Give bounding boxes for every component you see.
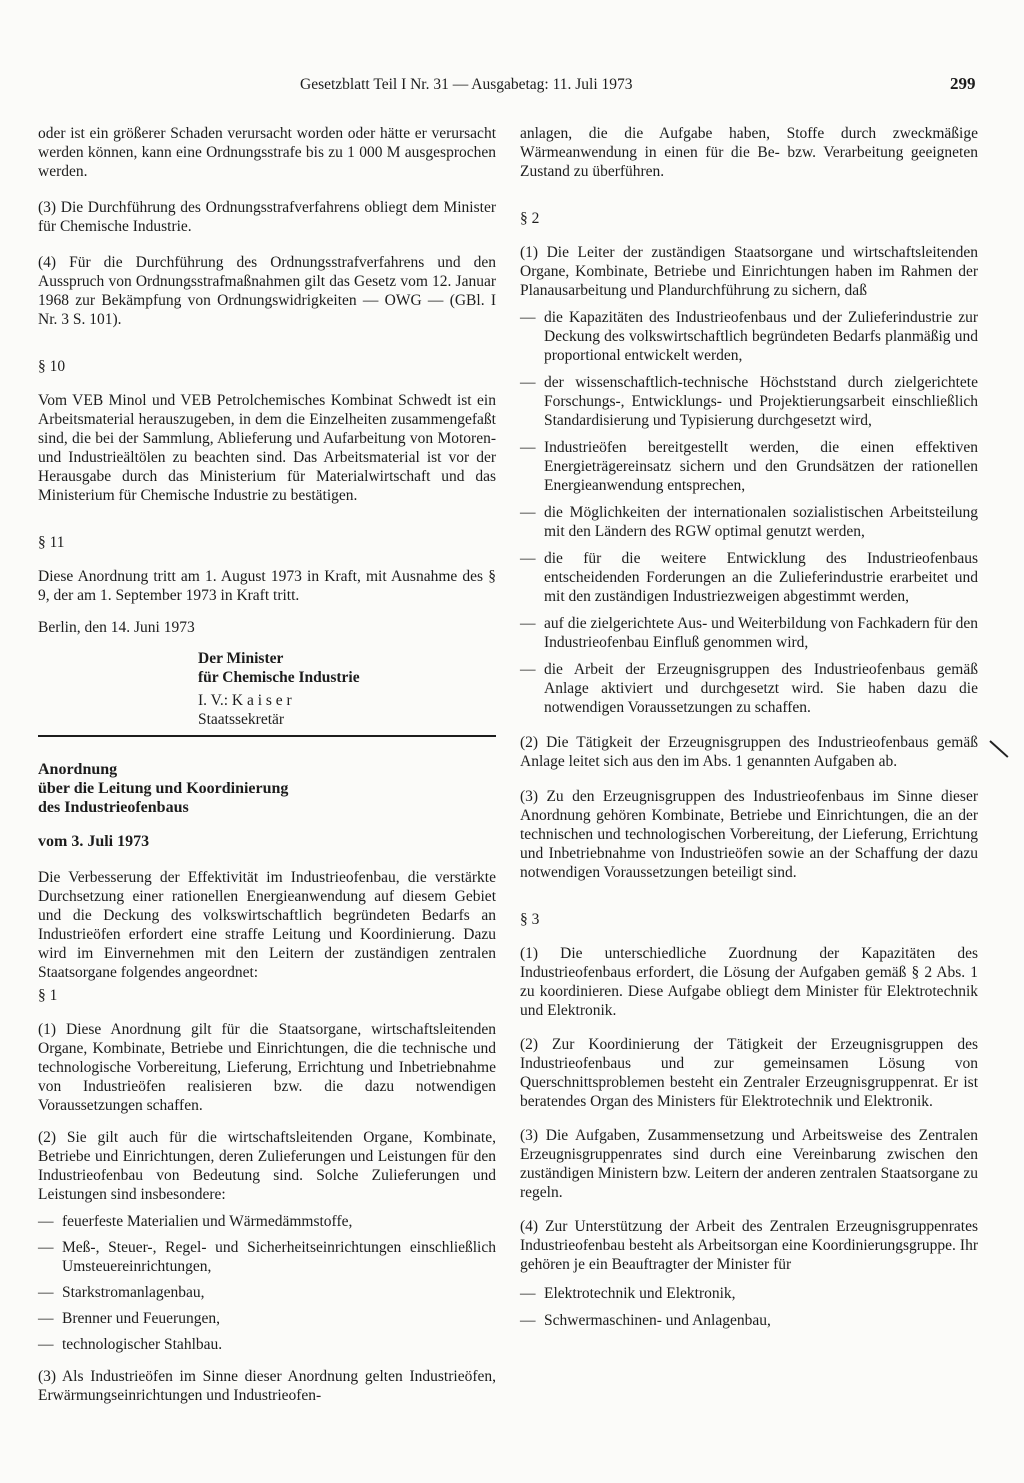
document-title: Anordnung [38,761,118,778]
list-item: — die Möglichkeiten der internationalen sozialistischen Arbeitsteilung mit den Ländern des RGW optimal genutzt werden, [520,504,978,540]
paragraph: (3) Die Durchführung des Ordnungsstrafverfahrens obliegt dem Minister für Chemische Industrie. [38,199,496,235]
section-heading: § 10 [38,358,66,375]
paragraph: Vom VEB Minol und VEB Petrolchemisches Kombinat Schwedt ist ein Arbeitsmaterial herauszugeben, in dem die Einzelheiten zusammengefaßt sind, die bei der Sammlung, Ablieferung und Aufarbeitung von Motoren- und Industrieältölen zu beachten sind. Das Arbeitsmaterial ist vor der Herausgabe durch das Ministerium für Materialwirtschaft und das Ministerium für Chemische Industrie zu bestätigen. [38,392,496,504]
signature-title: Der Minister [198,650,284,667]
document-date: vom 3. Juli 1973 [38,833,150,850]
margin-mark [989,740,1008,758]
paragraph: (2) Die Tätigkeit der Erzeugnisgruppen des Industrieofenbaus gemäß Anlage leitet sich aus den im Abs. 1 genannten Aufgaben ab. [520,734,978,770]
paragraph: (1) Die Leiter der zuständigen Staatsorgane und wirtschaftsleitenden Organe, Kombinate, Betriebe und Einrichtungen haben im Rahmen der Planausarbeitung und Plandurchführung zu sichern, daß [520,244,978,299]
paragraph: (2) Sie gilt auch für die wirtschaftsleitenden Organe, Kombinate, Betriebe und Einrichtungen, deren Zulieferungen und Leistungen für den Industrieofenbau von Bedeutung sind. Solche Zulieferungen und Leistungen sind insbesondere: [38,1129,496,1203]
list-item: — Schwermaschinen- und Anlagenbau, [520,1312,771,1329]
section-heading: § 1 [38,987,58,1004]
paragraph: (4) Für die Durchführung des Ordnungsstrafverfahrens und den Ausspruch von Ordnungsstrafmaßnahmen gilt das Gesetz vom 12. Januar 1968 zur Bekämpfung von Ordnungswidrigkeiten — OWG — (GBl. I Nr. 3 S. 101). [38,254,496,328]
list-item: — die Kapazitäten des Industrieofenbaus und der Zulieferindustrie zur Deckung des volkswirtschaftlich begründeten Bedarfs planmäßig und proportional entwickelt werden, [520,309,978,364]
signature-block [38,649,458,729]
place-date: Berlin, den 14. Juni 1973 [38,619,195,636]
paragraph: (1) Diese Anordnung gilt für die Staatsorgane, wirtschaftsleitenden Organe, Kombinate, Betriebe und Einrichtungen, die die technische und technologische Vorbereitung, Lieferung, Errichtung und Inbetriebnahme von Industrieöfen realisieren bzw. die dazu notwendigen Voraussetzungen schaffen. [38,1021,496,1114]
signature-role: Staatssekretär [198,711,285,728]
signature-ministry: für Chemische Industrie [198,669,360,686]
list-item: — der wissenschaftlich-technische Höchststand durch zielgerichtete Forschungs-, Entwicklungs- und Projektierungsarbeit einschließlich Standardisierung und Typisierung durchgesetzt wird, [520,374,978,429]
dash-list [520,308,978,717]
document-title: des Industrieofenbaus [38,799,189,816]
list-item: — Starkstromanlagenbau, [38,1284,205,1301]
dash-list [520,1284,978,1330]
paragraph: oder ist ein größerer Schaden verursacht worden oder hätte er verursacht werden können, kann eine Ordnungsstrafe bis zu 1 000 M ausgesprochen werden. [38,125,496,180]
paragraph: (4) Zur Unterstützung der Arbeit des Zentralen Erzeugnisgruppenrates Industrieofenbau besteht als Arbeitsorgan eine Koordinierungsgruppe. Ihr gehören je ein Beauftragter der Minister für [520,1218,978,1273]
paragraph: (3) Die Aufgaben, Zusammensetzung und Arbeitsweise des Zentralen Erzeugnisgruppenrates sind durch eine Vereinbarung zwischen den zuständigen Ministern bzw. Leitern der anderen zentralen Staatsorgane zu regeln. [520,1127,978,1201]
dash-list [38,1212,496,1354]
list-item: — die Arbeit der Erzeugnisgruppen des Industrieofenbaus gemäß Anlage aktiviert und durchgesetzt wird. Sie haben dazu die notwendigen Voraussetzungen zu schaffen. [520,661,978,716]
document-title: über die Leitung und Koordinierung [38,780,289,797]
paragraph: (3) Zu den Erzeugnisgruppen des Industrieofenbaus im Sinne dieser Anordnung gehören Kombinate, Betriebe und Einrichtungen, die an der technischen und technologischen Vorbereitung, der Lieferung, Errichtung und Inbetriebnahme von Industrieöfen sowie an der Schaffung der dazu notwendigen Voraussetzungen beteiligt sind. [520,788,978,881]
list-item: — technologischer Stahlbau. [38,1336,223,1353]
paragraph: Die Verbesserung der Effektivität im Industrieofenbau, die verstärkte Durchsetzung einer rationellen Energieanwendung auf diesem Gebiet und die Deckung des volkswirtschaftlich begründeten Bedarfs an Industrieöfen erfordert eine straffe Leitung und Koordinierung. Dazu wird im Einvernehmen mit den Leitern der zuständigen zentralen Staatsorgane folgendes angeordnet: [38,869,496,981]
signature-name: I. V.: K a i s e r [198,692,292,709]
section-heading: § 2 [520,210,540,227]
left-column-top [38,124,496,729]
list-item: — die für die weitere Entwicklung des Industrieofenbaus entscheidenden Forderungen an die Zulieferindustrie erarbeitet und mit den zuständigen Industriezweigen abgestimmt werden, [520,550,978,605]
list-item: — Meß-, Steuer-, Regel- und Sicherheitseinrichtungen einschließlich Umsteuereinrichtungen, [38,1239,496,1275]
paragraph: Diese Anordnung tritt am 1. August 1973 in Kraft, mit Ausnahme des § 9, der am 1. September 1973 in Kraft tritt. [38,568,496,604]
list-item: — auf die zielgerichtete Aus- und Weiterbildung von Fachkadern für den Industrieofenbau Einfluß genommen wird, [520,615,978,651]
section-heading: § 3 [520,911,540,928]
page-number: 299 [950,74,976,93]
list-item: — Elektrotechnik und Elektronik, [520,1285,736,1302]
section-divider [38,735,496,737]
paragraph: (2) Zur Koordinierung der Tätigkeit der Erzeugnisgruppen des Industrieofenbaus und zur gemeinsamen Lösung von Querschnittsproblemen besteht ein Zentraler Erzeugnisgruppenrat. Er ist beratendes Organ des Ministers für Elektrotechnik und Elektronik. [520,1036,978,1110]
left-column-bottom [38,760,496,1405]
running-header: Gesetzblatt Teil I Nr. 31 — Ausgabetag: 11. Juli 1973 [300,76,633,93]
list-item: — Brenner und Feuerungen, [38,1310,220,1327]
list-item: — Industrieöfen bereitgestellt werden, die einen effektiven Energieträgereinsatz sichern und den Grundsätzen der rationellen Energieanwendung entsprechen, [520,439,978,494]
right-column [520,124,978,1330]
section-heading: § 11 [38,534,65,551]
paragraph: (3) Als Industrieöfen im Sinne dieser Anordnung gelten Industrieöfen, Erwärmungseinrichtungen und Industrieofen- [38,1368,496,1404]
paragraph: anlagen, die die Aufgabe haben, Stoffe durch zweckmäßige Wärmeanwendung in einen für die Be- bzw. Verarbeitung geeigneten Zustand zu überführen. [520,125,978,180]
paragraph: (1) Die unterschiedliche Zuordnung der Kapazitäten des Industrieofenbaus erfordert, die Lösung der Aufgaben gemäß § 2 Abs. 1 zu koordinieren. Diese Aufgabe obliegt dem Minister für Elektrotechnik und Elektronik. [520,945,978,1019]
list-item: — feuerfeste Materialien und Wärmedämmstoffe, [38,1213,353,1230]
